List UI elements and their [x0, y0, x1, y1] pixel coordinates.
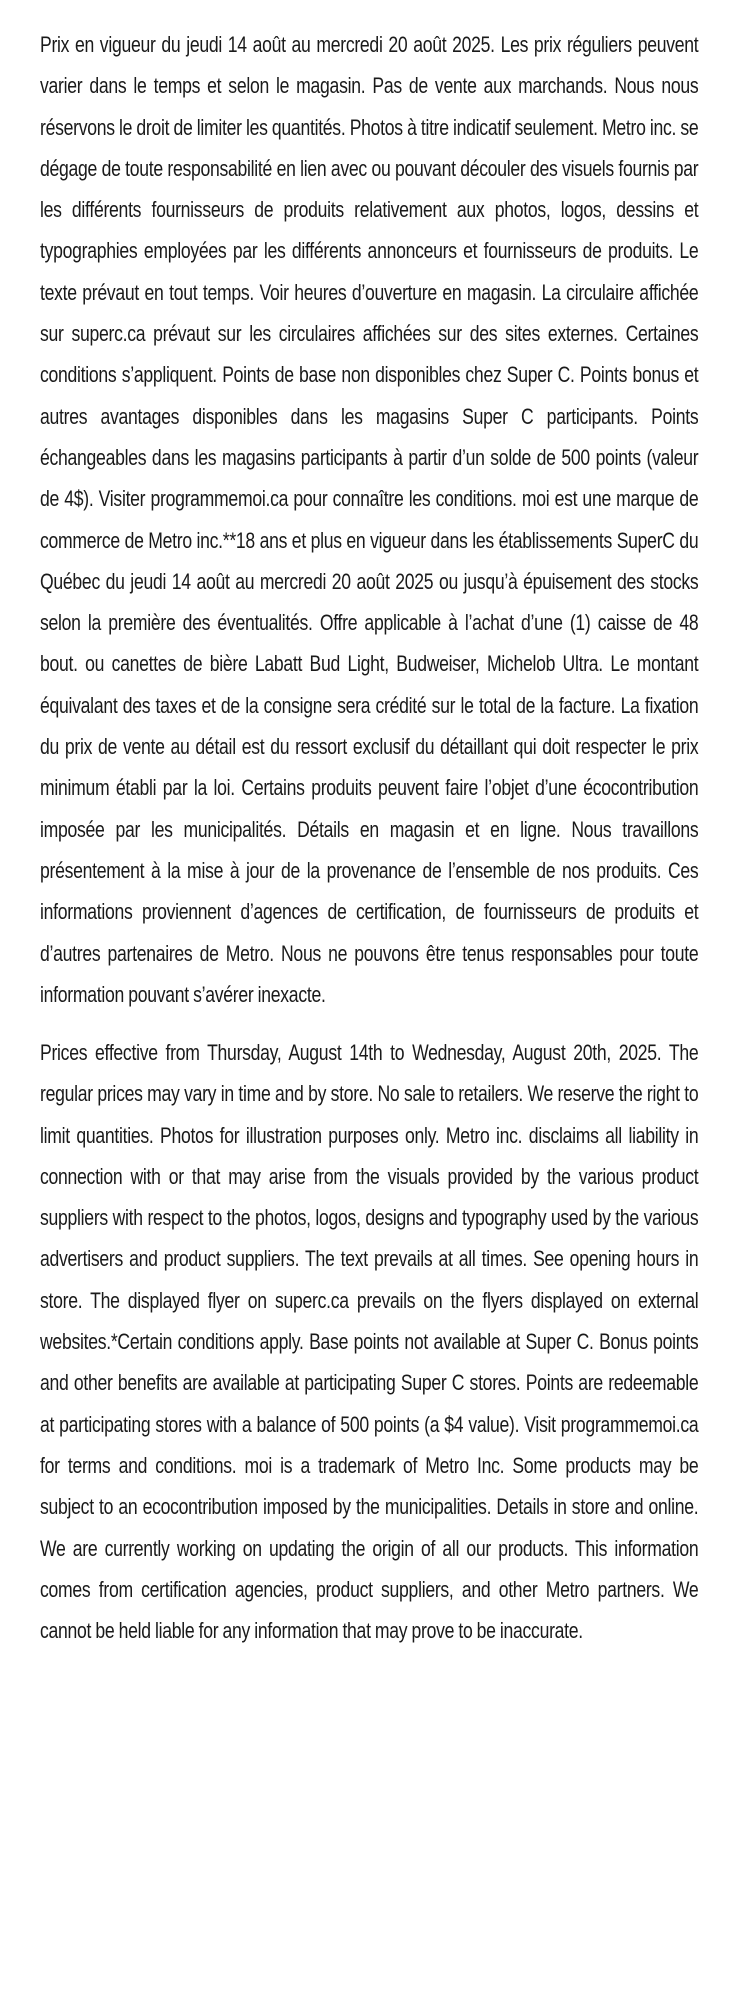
french-legal-paragraph: Prix en vigueur du jeudi 14 août au mercredi 20 août 2025. Les prix réguliers peuvent varier dans le temps et selon le magasin. Pas de vente aux marchands. Nous nous réservons le droit de limiter les quantités. Photos à titre indicatif seulement. Metro inc. se dégage de toute responsabilité en lien avec ou pouvant découler des visuels fournis par les différents fournisseurs de produits relativement aux photos, logos, dessins et typographies employées par les différents annonceurs et fournisseurs de produits. Le texte prévaut en tout temps. Voir heures d’ouverture en magasin. La circulaire affichée sur superc.ca prévaut sur les circulaires affichées sur des sites externes. Certaines conditions s’appliquent. Points de base non disponibles chez Super C. Points bonus et autres avantages disponibles dans les magasins Super C participants. Points échangeables dans les magasins participants à partir d’un solde de 500 points (valeur de 4$). Visiter programmemoi.ca pour connaître les conditions. moi est une marque de commerce de Metro inc.**18 ans et plus en vigueur dans les établissements SuperC du Québec du jeudi 14 août au mercredi 20 août 2025 ou jusqu’à épuisement des stocks selon la première des éventualités. Offre applicable à l’achat d’une (1) caisse de 48 bout. ou canettes de bière Labatt Bud Light, Budweiser, Michelob Ultra. Le montant équivalant des taxes et de la consigne sera crédité sur le total de la facture. La fixation du prix de vente au détail est du ressort exclusif du détaillant qui doit respecter le prix minimum établi par la loi. Certains produits peuvent faire l’objet d’une écocontribution imposée par les municipalités. Détails en magasin et en ligne. Nous travaillons présentement à la mise à jour de la provenance de l’ensemble de nos produits. Ces informations proviennent d’agences de certification, de fournisseurs de produits et d’autres partenaires de Metro. Nous ne pouvons être tenus responsables pour toute information pouvant s’avérer inexacte.: [40, 32, 699, 1007]
english-legal-paragraph: Prices effective from Thursday, August 14th to Wednesday, August 20th, 2025. The regular prices may vary in time and by store. No sale to retailers. We reserve the right to limit quantities. Photos for illustration purposes only. Metro inc. disclaims all liability in connection with or that may arise from the visuals provided by the various product suppliers with respect to the photos, logos, designs and typography used by the various advertisers and product suppliers. The text prevails at all times. See opening hours in store. The displayed flyer on superc.ca prevails on the flyers displayed on external websites.*Certain conditions apply. Base points not available at Super C. Bonus points and other benefits are available at participating Super C stores. Points are redeemable at participating stores with a balance of 500 points (a $4 value). Visit programmemoi.ca for terms and conditions. moi is a trademark of Metro Inc. Some products may be subject to an ecocontribution imposed by the municipalities. Details in store and online. We are currently working on updating the origin of all our products. This information comes from certification agencies, product suppliers, and other Metro partners. We cannot be held liable for any information that may prove to be inaccurate.: [40, 1040, 699, 1644]
legal-notice: [40, 24, 699, 1976]
